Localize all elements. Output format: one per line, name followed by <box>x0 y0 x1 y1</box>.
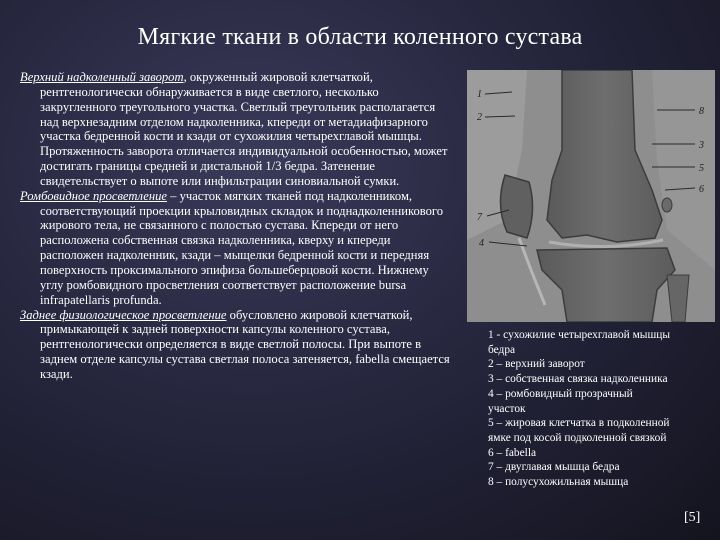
legend-line: 8 – полусухожильная мышца <box>488 476 629 489</box>
knee-radiograph-drawing <box>467 70 715 322</box>
slide-title: Мягкие ткани в области коленного сустава <box>137 24 583 50</box>
paragraph-rhomboid <box>20 189 452 308</box>
knee-radiograph-figure <box>467 70 715 322</box>
reference-number: [5] <box>684 510 701 525</box>
figure-label: 2 <box>477 112 482 123</box>
figure-legend <box>488 328 716 490</box>
figure-label: 8 <box>699 106 704 117</box>
figure-label: 1 <box>477 89 482 100</box>
body-text <box>20 70 452 382</box>
figure-label: 5 <box>699 163 704 174</box>
legend-line: бедра <box>488 343 516 356</box>
paragraph-suprapatellar <box>20 70 452 189</box>
term-rhomboid-lucency: Ромбовидное просветление <box>20 188 167 203</box>
legend-line: 5 – жировая клетчатка в подколенной <box>488 417 670 430</box>
legend-line: участок <box>488 402 526 415</box>
paragraph-text: – участок мягких тканей под надколенником, соответствующий проекции крыловидных складок и поднадколенникового жирового тела, не связанного с полостью сустава. Кпереди от него расположена собственная связка надколенника, кверху и кпереди расположен надколенник, кзади – мыщелки бедренной кости и передняя поверхность проксимального эпифиза большеберцовой кости. Нижнему углу ромбовидного просветления соответствует расположение bursa infrapatellaris profunda. <box>40 188 444 307</box>
legend-line: 7 – двуглавая мышца бедра <box>488 461 620 474</box>
figure-label: 4 <box>479 238 484 249</box>
paragraph-text: обусловлено жировой клетчаткой, примыкающей к задней поверхности капсулы коленного сустава, рентгенологически определяется в виде светлой полосы. При выпоте в заднем отделе капсулы сустава светлая полоса затеняется, fabella смещается кзади. <box>40 307 450 381</box>
term-posterior-lucency: Заднее физиологическое просветление <box>20 307 227 322</box>
paragraph-posterior <box>20 308 452 382</box>
legend-line: 6 – fabella <box>488 446 537 459</box>
paragraph-text: , окруженный жировой клетчаткой, рентгенологически обнаруживается в виде светлого, несколько закругленного треугольного участка. Светлый треугольник располагается над верхнезадним отделом надколенника, кпереди от метадиафизарного участка бедренной кости и кзади от сухожилия четырехглавой мышцы. Протяженность заворота отличается индивидуальной особенностью, может достигать границы средней и дистальной 1/3 бедра. Затенение свидетельствует о выпоте или инфильтрации синовиальной сумки. <box>40 70 448 188</box>
legend-line: 3 – собственная связка надколенника <box>488 373 668 386</box>
term-suprapatellar-recess: Верхний надколенный заворот <box>20 70 184 84</box>
legend-line: ямке под косой подколенной связкой <box>488 431 667 444</box>
legend-line: 2 – верхний заворот <box>488 358 585 371</box>
figure-label: 3 <box>699 140 704 151</box>
legend-line: 4 – ромбовидный прозрачный <box>488 387 633 400</box>
legend-line: 1 - сухожилие четырехглавой мышцы <box>488 329 670 341</box>
figure-label: 7 <box>477 212 482 223</box>
figure-label: 6 <box>699 184 704 195</box>
